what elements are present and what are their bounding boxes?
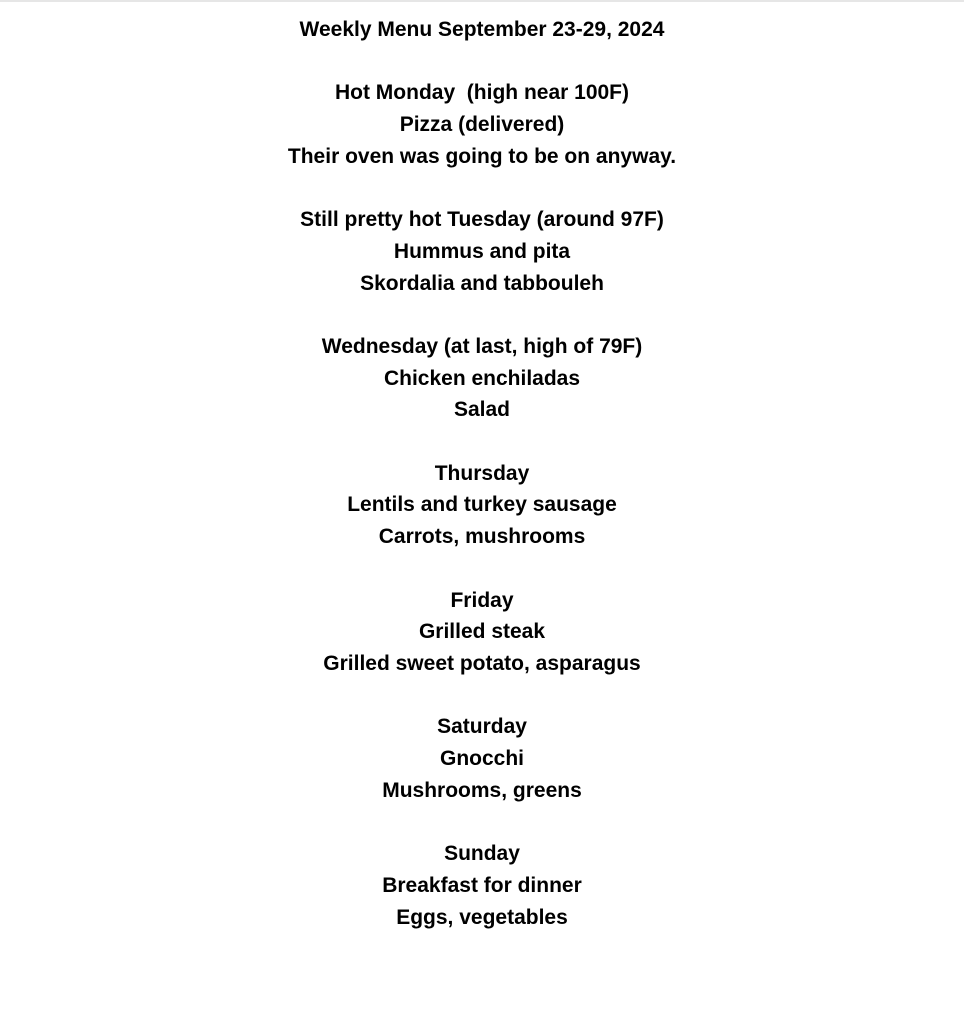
menu-document xyxy=(0,14,964,933)
day-tuesday xyxy=(0,204,964,299)
spacer xyxy=(0,680,964,712)
main-dish: Chicken enchiladas xyxy=(383,366,581,390)
spacer xyxy=(0,806,964,838)
side-dish: Carrots, mushrooms xyxy=(378,525,586,549)
day-monday xyxy=(0,77,964,172)
main-dish: Lentils and turkey sausage xyxy=(347,493,617,517)
day-heading: Sunday xyxy=(444,842,520,866)
spacer xyxy=(0,426,964,458)
main-dish: Breakfast for dinner xyxy=(382,873,582,897)
day-sunday xyxy=(0,838,964,933)
day-wednesday xyxy=(0,331,964,426)
day-heading: Friday xyxy=(450,588,514,612)
day-saturday xyxy=(0,711,964,806)
spacer xyxy=(0,299,964,331)
side-dish: Skordalia and tabbouleh xyxy=(360,271,604,295)
spacer xyxy=(0,553,964,585)
spacer xyxy=(0,46,964,78)
side-dish: Salad xyxy=(453,398,511,422)
main-dish: Hummus and pita xyxy=(393,239,571,263)
menu-title: Weekly Menu September 23-29, 2024 xyxy=(299,18,665,41)
day-friday xyxy=(0,585,964,680)
day-thursday xyxy=(0,458,964,553)
day-heading: Wednesday (at last, high of 79F) xyxy=(321,334,643,358)
day-heading: Saturday xyxy=(437,715,527,739)
side-dish: Mushrooms, greens xyxy=(382,778,582,802)
day-heading: Still pretty hot Tuesday (around 97F) xyxy=(300,208,664,232)
main-dish: Gnocchi xyxy=(439,747,524,771)
side-dish: Their oven was going to be on anyway. xyxy=(287,144,677,168)
day-heading: Thursday xyxy=(434,461,530,485)
side-dish: Grilled sweet potato, asparagus xyxy=(323,651,641,675)
spacer xyxy=(0,173,964,205)
day-heading: Hot Monday (high near 100F) xyxy=(334,81,630,105)
top-divider xyxy=(0,0,964,2)
main-dish: Grilled steak xyxy=(418,620,546,644)
main-dish: Pizza (delivered) xyxy=(399,113,565,137)
side-dish: Eggs, vegetables xyxy=(396,905,568,929)
